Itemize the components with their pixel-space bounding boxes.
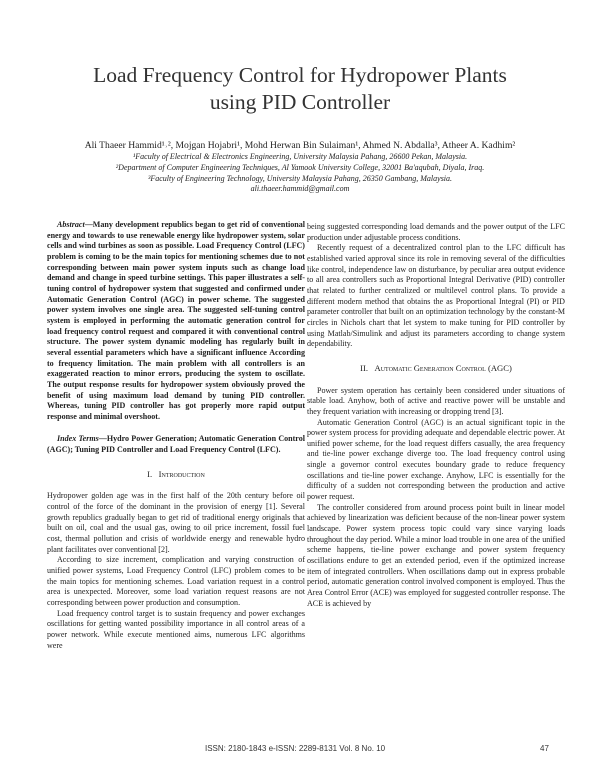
abstract-text: —Many development republics began to get rid of conventional energy and towards to use renewable energy like hydropower system, solar cells and wind turbines as soon as possible. Load Frequency Control (LFC) problem is coming to be the main topics for mentioning schemes due to not corresponding between main power system inputs such as change load demand and change in speed turbine settings. This paper illustrates a self-tuning control of hydropower system that suggested and confirmed under Automatic Generation Control (AGC) in power scheme. The suggested power system involves one single area. The suggested self-tuning control system is employed in performing the automatic generation control for load frequency control request and compared it with conventional control structure. The power system dynamic modeling has regularly built in several essential parameters which have a significant influence According to frequency limitation. The main problem with all controllers is an exaggerated reaction to minor errors, producing the system to oscillate. The output response results for hydropower system obviously proved the benefit of using maximum load demand by tuning PID controller. Whereas, tuning PID controller has got properly more rapid output response and minimal overshoot. [47,220,305,421]
section-number: II. [360,362,369,373]
intro-paragraph-1: Hydropower golden age was in the first half of the 20th century before oil control of the force of the dominant in the provision of energy [1]. Several growth republics gradually began to get rid of traditional energy originals that built on oil, coal and the usual gas, owing to oil price increment, fossil fuel cost, thermal pollution and crisis of worldwide energy and renewable hydro plant facilitates over conventional [2]. [47,491,305,554]
index-terms [47,434,305,455]
footer-issn: ISSN: 2180-1843 e-ISSN: 2289-8131 Vol. 8 No. 10 [205,744,386,753]
intro-paragraph-3: Load frequency control target is to sustain frequency and power exchanges oscillations for getting wanted possibility importance in all control areas of a power network. While execute mentioned aims, numerous LFC algorithms were [47,608,305,650]
section-title: Automatic Generation Control (AGC) [374,362,512,373]
intro-paragraph-2: According to size increment, complication and varying construction of unified power systems, Load Frequency Control (LFC) problem comes to be the main topics for mentioning schemes. Load variation request in a control area is unexpected. Moreover, some load variation request reasons are not corresponding between power production and consumption. [47,555,305,607]
right-column [307,222,565,609]
index-terms-label: Index Terms [57,434,99,444]
affiliation-2: ²Department of Computer Engineering Techniques, Al Yamook University College, 32001 Ba'aqubah, Diyala, Iraq. [115,162,485,172]
section-title: Introduction [158,468,205,479]
paper-title [40,62,560,116]
author-list: Ali Thaeer Hammid¹˒², Mojgan Hojabri¹, Mohd Herwan Bin Sulaiman¹, Ahmed N. Abdalla³, Atheer A. Kadhim² [84,140,516,151]
intro-paragraph-4: Recently request of a decentralized control plan to the LFC difficult has established varied approval since its role in removing several of the difficulties like control, independence law on disturbance, by peculiar area output evidence to all area controllers such as Proportional Integral Derivative (PID) controller that related to further centralized or multilevel control plans. To provide a different modern method that obtains the as Proportional Integral (PI) or PID parameter controller that built on an optimization technology by the constant-M circles in Nichols chart that let system to make tuning for PID controller by using Matlab/Simulink and adjust its parameters according to change system dependability. [307,243,565,349]
agc-paragraph-2: Automatic Generation Control (AGC) is an actual significant topic in the power system process for providing adequate and dependable electric power. At unified power scheme, for the load request differs casually, the area frequency and tie-line power exchange diverge too. The load frequency control using single a governor control executes boundary grade to reduce frequency oscillations and tie-line power exchange. Anyhow, LFC is essentially for the difficulty of a sudden not corresponding between the production and active power request. [307,417,565,502]
author-email: ali.thaeer.hammid@gmail.com [250,184,350,194]
left-column [47,220,305,651]
page-number: 47 [540,744,549,753]
section-heading-agc [307,363,565,374]
abstract [47,220,305,422]
section-heading-introduction [47,469,305,480]
agc-paragraph-3: The controller considered from around process point built in linear model achieved by linearization was deficient because of the non-linear power system landscape. Power system process topic could vary since varying loads throughout the day period. While a minor load trouble in one area of the unified scheme happens, tie-line power exchange and power system frequency oscillations endure to get an extended period, even if the optimized increase item of integrated controllers. When oscillations damp out in express probable period, automatic generation control involved component is employed. Thus the Area Control Error (ACE) was employed for suggested controller response. The ACE is achieved by [307,502,565,608]
index-terms-text: —Hydro Power Generation; Automatic Generation Control (AGC); Tuning PID Controller and Load Frequency Control (LFC). [47,434,305,455]
affiliation-1: ¹Faculty of Electrical & Electronics Engineering, University Malaysia Pahang, 26600 Pekan, Malaysia. [132,152,468,161]
agc-paragraph-1: Power system operation has certainly been considered under situations of stable load. Anyhow, both of active and reactive power will be unstable and they frequent variation with increasing or dropping trend [3]. [307,385,565,416]
affiliations [20,152,580,195]
affiliation-3: ³Faculty of Engineering Technology, University Malaysia Pahang, 26350 Gambang, Malaysia. [147,173,453,183]
abstract-label: Abstract [57,220,85,229]
section-number: I. [147,468,153,479]
intro-paragraph-3-continued: being suggested corresponding load demands and the power output of the LFC production under adjustable process conditions. [307,222,565,242]
title-line-1: Load Frequency Control for Hydropower Plants [93,63,507,87]
title-line-2: using PID Controller [209,90,391,114]
